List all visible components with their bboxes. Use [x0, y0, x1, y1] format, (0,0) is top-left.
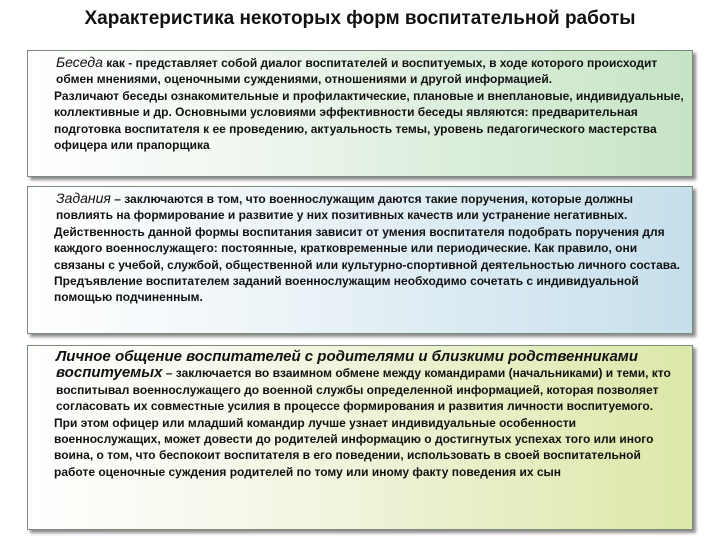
card-zadaniya-p1	[32, 190, 684, 224]
card-lichnoe-text1: – заключается во взаимном обмене между командирами (начальниками) и теми, кто воспитывал военнослужащего до военной службы определенной информацией, которая позволяет согласовать их совместные усилия в процессе формирования и развития личности воспитуемого.	[56, 366, 671, 414]
card-lichnoe-p2: При этом офицер или младший командир лучше узнает индивидуальные особенности военнослужащих, может довести до родителей информацию о достигнутых успехах того или иного воина, о том, что беспокоит воспитателя в его поведении, использовать в своей воспитательной работе оценочные суждения родителей по тому или иному факту поведения их сын	[54, 415, 654, 479]
term-lichnoe-obshchenie: Личное общение воспитателей с родителями и близкими родственниками воспитуемых	[56, 348, 639, 382]
card-lichnoe-p1	[32, 349, 684, 415]
page-title: Характеристика некоторых форм воспитательной работы	[84, 8, 636, 29]
card-beseda-p1	[32, 54, 684, 88]
card-zadaniya	[27, 186, 693, 334]
term-zadaniya: Задания	[56, 190, 111, 206]
term-beseda: Беседа	[56, 54, 103, 70]
card-lichnoe-obshchenie	[27, 345, 693, 530]
card-zadaniya-p2: Действенность данной формы воспитания зависит от умения воспитателя подобрать поручения для каждого военнослужащего: постоянные, кратковременные или периодические. Как правило, они связаны с учебой, службой, общественной или культурно-спортивной деятельностью личного состава. Предъявление воспитателем заданий военнослужащим необходимо сочетать с индивидуальной помощью подчиненным.	[54, 224, 681, 305]
card-beseda	[27, 50, 693, 177]
card-zadaniya-text1: – заключаются в том, что военнослужащим даются такие поручения, которые должны повлиять на формирование и развитие у них позитивных качеств или устранение негативных.	[56, 192, 634, 223]
card-beseda-p2: Различают беседы ознакомительные и профилактические, плановые и внеплановые, индивидуальные, коллективные и др. Основными условиями эффективности беседы являются: предварительная подготовка воспитателя к ее проведению, актуальность темы, уровень педагогического мастерства офицера или прапорщика	[54, 88, 684, 153]
card-beseda-text1: как - представляет собой диалог воспитателей и воспитуемых, в ходе которого происходит обмен мнениями, оценочными суждениями, отношениями и другой информацией.	[56, 56, 658, 87]
